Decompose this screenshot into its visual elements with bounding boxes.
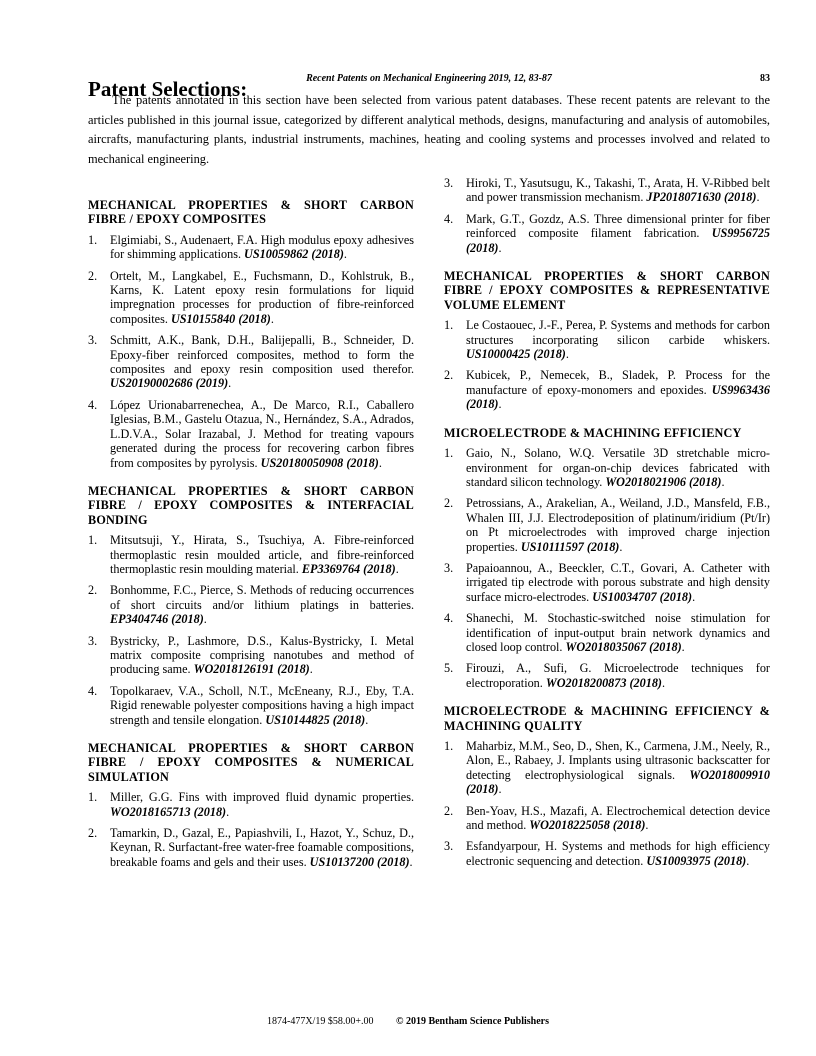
intro-paragraph: The patents annotated in this section have been selected from various patent databases. These recent patents are relevant to the articles published in this journal issue, categorized by different analytical methods, designs, manufacturing and analysis of automobiles, aircrafts, manufacturing plants, industrial instruments, machines, heating and cooling systems and processes involved and related to mechanical engineering. [88,93,770,166]
entry-number: 1. [88,533,98,548]
patent-number: WO2018165713 (2018) [110,804,227,819]
patent-number: US10111597 (2018) [520,539,620,554]
entry-number: 3. [88,633,98,648]
patent-number: US20190002686 (2019) [110,376,229,391]
section-heading: MICROELECTRODE & MACHINING EFFICIENCY & MACHINING QUALITY [444,704,770,733]
section-heading: MECHANICAL PROPERTIES & SHORT CARBON FIBRE / EPOXY COMPOSITES [88,198,414,227]
patent-number: US10000425 (2018) [466,347,566,362]
patent-entry: 1. Miller, G.G. Fins with improved fluid dynamic properties. WO2018165713 (2018). [88,790,414,819]
patent-entry: 2. Bonhomme, F.C., Pierce, S. Methods of reducing occurrences of short circuits and/or lithium platings in batteries. EP3404746 (2018). [88,583,414,627]
copyright: © 2019 Bentham Science Publishers [395,1016,549,1027]
entry-text: Bonhomme, F.C., Pierce, S. Methods of reducing occurrences of short circuits and/or lithium platings in batteries. [110,583,414,612]
patent-entry: 3. Esfandyarpour, H. Systems and methods for high efficiency electronic sequencing and detection. US10093975 (2018). [444,839,770,868]
patent-entry: 2. Petrossians, A., Arakelian, A., Weiland, J.D., Mansfeld, F.B., Whalen III, J.J. Electrodeposition of platinum/iridium (Pt/Ir) on Pt microelectrodes with improved charge injection properties. US10111597 (2018). [444,496,770,554]
patent-section [444,176,770,255]
patent-entry: 3. Hiroki, T., Yasutsugu, K., Takashi, T., Arata, H. V-Ribbed belt and power transmission mechanism. JP2018071630 (2018). [444,176,770,205]
patent-number: US9963436 (2018) [466,382,770,412]
entry-number: 1. [444,739,454,753]
section-heading: MICROELECTRODE & MACHINING EFFICIENCY [444,425,742,440]
entry-number: 2. [88,826,98,841]
patent-section [444,426,770,691]
page-number: 83 [760,73,770,84]
patent-section [444,704,770,868]
issn: 1874-477X/19 $58.00+.00 [266,1016,374,1027]
patent-entry: 2. Tamarkin, D., Gazal, E., Papiashvili, I., Hazot, Y., Schuz, D., Keynan, R. Surfactant-free water-free foamable compositions, breakable foams and gels and their uses. US10137200 (2018). [88,826,414,869]
entry-text: Bystricky, P., Lashmore, D.S., Kalus-Bystricky, I. Metal matrix composite comprising nanotubes and method of producing same. [110,633,414,677]
patent-number: JP2018071630 (2018) [646,190,757,205]
entry-text: Le Costaouec, J.-F., Perea, P. Systems and methods for carbon structures incorporating silicon carbide whiskers. [466,318,770,347]
patent-number: EP3404746 (2018) [110,612,204,627]
patent-number: US10137200 (2018) [309,854,410,869]
entry-text: Topolkaraev, V.A., Scholl, N.T., McEneany, R.J., Eby, T.A. Rigid renewable polyester compositions having a high impact strength and tensile elongation. [110,683,414,727]
entry-number: 1. [444,446,454,461]
patent-number: US10093975 (2018) [646,853,747,868]
entry-text: López Urionabarrenechea, A., De Marco, R.I., Caballero Iglesias, B.M., Gastelu Otazua, N., Hernández, S.A., Adrados, L.D.V.A., Solar Irazabal, J. Method for treating vapours generated during the process for recovering carbon fibres from composites by pyrolysis. [110,397,414,470]
entry-text: Ben-Yoav, H.S., Mazafi, A. Electrochemical detection device and method. [466,803,770,833]
entry-number: 3. [88,333,98,348]
entry-text: Shanechi, M. Stochastic-switched noise stimulation for identification of input-output brain network dynamics and closed loop control. [466,611,770,654]
patent-number: US10144825 (2018) [265,712,366,727]
entry-number: 3. [444,560,454,575]
right-column [444,176,770,882]
entry-text: Hiroki, T., Yasutsugu, K., Takashi, T., Arata, H. V-Ribbed belt and power transmission mechanism. [466,176,770,205]
entry-text: Maharbiz, M.M., Seo, D., Shen, K., Carmena, J.M., Neely, R., Alon, E., Rabaey, J. Implants using ultrasonic backscatter for detecting electrophysiological signals. [466,739,770,782]
entry-text: Mark, G.T., Gozdz, A.S. Three dimensional printer for fiber reinforced composite filament fabrication. [466,211,770,241]
footer [0,1016,816,1027]
patent-number: WO2018200873 (2018) [545,675,662,690]
patent-entry: 4. López Urionabarrenechea, A., De Marco, R.I., Caballero Iglesias, B.M., Gastelu Otazua, N., Hernández, S.A., Adrados, L.D.V.A., Solar Irazabal, J. Method for treating vapours generated during the process for recovering carbon fibres from composites by pyrolysis. US20180050908 (2018). [88,397,414,470]
entry-number: 2. [444,803,454,818]
patent-number: US20180050908 (2018) [260,455,379,470]
entry-text: Schmitt, A.K., Bank, D.H., Balijepalli, B., Schneider, D. Epoxy-fiber reinforced composites, method to form the composites and epoxy resin composition used therefor. [110,333,414,377]
left-column [88,198,414,883]
patent-number: WO2018126191 (2018) [193,662,310,677]
entry-number: 1. [88,790,98,805]
patent-entry: 1. Elgimiabi, S., Audenaert, F.A. High modulus epoxy adhesives for shimming applications. US10059862 (2018). [88,232,414,262]
citation: 2019, 12, 83-87 [488,73,552,84]
patent-entry: 1. Gaio, N., Solano, W.Q. Versatile 3D stretchable micro-environment for organ-on-chip devices fabricated with standard silicon technology. WO2018021906 (2018). [444,446,770,489]
entry-text: Mitsutsuji, Y., Hirata, S., Tsuchiya, A. Fibre-reinforced thermoplastic resin moulded article, and fibre-reinforced thermoplastic resin moulding material. [110,533,414,576]
entry-number: 4. [88,397,98,412]
section-heading: MECHANICAL PROPERTIES & SHORT CARBON FIBRE / EPOXY COMPOSITES & NUMERICAL SIMULATION [88,741,414,784]
patent-entry: 3. Schmitt, A.K., Bank, D.H., Balijepalli, B., Schneider, D. Epoxy-fiber reinforced composites, method to form the composites and epoxy resin composition used therefor. US20190002686 (2019). [88,333,414,391]
patent-entry: 2. Kubicek, P., Nemecek, B., Sladek, P. Process for the manufacture of epoxy-monomers and epoxides. US9963436 (2018). [444,368,770,412]
page-title: Patent Selections: [88,77,248,101]
entry-number: 3. [444,839,454,854]
journal-name: Recent Patents on Mechanical Engineering [306,73,487,84]
entry-text: Elgimiabi, S., Audenaert, F.A. High modulus epoxy adhesives for shimming applications. [110,232,414,262]
patent-entry: 5. Firouzi, A., Sufi, G. Microelectrode techniques for electroporation. WO2018200873 (2018). [444,661,770,690]
patent-number: WO2018035067 (2018) [565,639,682,654]
patent-entry: 1. Maharbiz, M.M., Seo, D., Shen, K., Carmena, J.M., Neely, R., Alon, E., Rabaey, J. Implants using ultrasonic backscatter for detecting electrophysiological signals. WO2018009910 (2018). [444,739,770,797]
patent-number: US10155840 (2018) [170,311,271,326]
entry-number: 1. [444,318,454,333]
entry-text: Ortelt, M., Langkabel, E., Fuchsmann, D., Kohlstruk, B., Karns, K. Latent epoxy resin formulations for liquid impregnation processes for production of fibre-reinforced composites. [110,268,414,326]
entry-text: Kubicek, P., Nemecek, B., Sladek, P. Process for the manufacture of epoxy-monomers and epoxides. [466,368,770,397]
entry-number: 3. [444,176,454,190]
patent-number: WO2018225058 (2018) [529,818,646,833]
patent-number: US10059862 (2018) [244,247,344,262]
patent-section [88,484,414,727]
patent-number: WO2018009910 (2018) [466,767,770,797]
patent-entry: 1. Le Costaouec, J.-F., Perea, P. Systems and methods for carbon structures incorporating silicon carbide whiskers. US10000425 (2018). [444,318,770,362]
section-heading: MECHANICAL PROPERTIES & SHORT CARBON FIBRE / EPOXY COMPOSITES & INTERFACIAL BONDING [88,483,414,527]
entry-text: Gaio, N., Solano, W.Q. Versatile 3D stretchable micro-environment for organ-on-chip devices fabricated with standard silicon technology. [466,446,770,489]
entry-number: 2. [88,583,98,598]
entry-text: Firouzi, A., Sufi, G. Microelectrode techniques for electroporation. [466,661,770,690]
patent-entry: 2. Ben-Yoav, H.S., Mazafi, A. Electrochemical detection device and method. WO2018225058 (2018). [444,803,770,833]
patent-number: EP3369764 (2018) [301,561,396,576]
entry-number: 2. [444,496,454,511]
patent-section [88,741,414,869]
entry-text: Papaioannou, A., Beeckler, C.T., Govari, A. Catheter with irrigated tip electrode with porous substrate and high density surface micro-electrodes. [466,560,770,604]
section-heading: MECHANICAL PROPERTIES & SHORT CARBON FIBRE / EPOXY COMPOSITES & REPRESENTATIVE VOLUME ELEMENT [444,269,770,312]
patent-entry: 4. Mark, G.T., Gozdz, A.S. Three dimensional printer for fiber reinforced composite filament fabrication. US9956725 (2018). [444,211,770,255]
patent-entry: 3. Bystricky, P., Lashmore, D.S., Kalus-Bystricky, I. Metal matrix composite comprising nanotubes and method of producing same. WO2018126191 (2018). [88,633,414,677]
patent-section [444,269,770,412]
patent-section [88,198,414,470]
patent-entry: 1. Mitsutsuji, Y., Hirata, S., Tsuchiya, A. Fibre-reinforced thermoplastic resin moulded article, and fibre-reinforced thermoplastic resin moulding material. EP3369764 (2018). [88,533,414,576]
entry-number: 2. [88,268,98,283]
entry-text: Tamarkin, D., Gazal, E., Papiashvili, I., Hazot, Y., Schuz, D., Keynan, R. Surfactant-free water-free foamable compositions, breakable foams and gels and their uses. [110,826,414,869]
patent-number: US10034707 (2018) [592,589,693,604]
entry-number: 5. [444,661,454,676]
entry-number: 1. [88,232,98,247]
patent-entry: 4. Topolkaraev, V.A., Scholl, N.T., McEneany, R.J., Eby, T.A. Rigid renewable polyester compositions having a high impact strength and tensile elongation. US10144825 (2018). [88,683,414,727]
entry-text: Esfandyarpour, H. Systems and methods for high efficiency electronic sequencing and detection. [466,839,770,868]
patent-entry: 3. Papaioannou, A., Beeckler, C.T., Govari, A. Catheter with irrigated tip electrode with porous substrate and high density surface micro-electrodes. US10034707 (2018). [444,560,770,604]
patent-number: US9956725 (2018) [466,226,770,255]
patent-entry: 2. Ortelt, M., Langkabel, E., Fuchsmann, D., Kohlstruk, B., Karns, K. Latent epoxy resin formulations for liquid impregnation processes for production of fibre-reinforced composites. US10155840 (2018). [88,268,414,326]
entry-number: 4. [88,683,98,698]
entry-number: 2. [444,368,454,383]
patent-number: WO2018021906 (2018) [605,474,722,489]
patent-entry: 4. Shanechi, M. Stochastic-switched noise stimulation for identification of input-output brain network dynamics and closed loop control. WO2018035067 (2018). [444,611,770,654]
entry-number: 4. [444,611,454,626]
entry-text: Miller, G.G. Fins with improved fluid dynamic properties. [110,790,414,805]
entry-number: 4. [444,211,454,226]
entry-text: Petrossians, A., Arakelian, A., Weiland, J.D., Mansfeld, F.B., Whalen III, J.J. Electrodeposition of platinum/iridium (Pt/Ir) on Pt microelectrodes with improved charge injection properties. [466,496,770,554]
